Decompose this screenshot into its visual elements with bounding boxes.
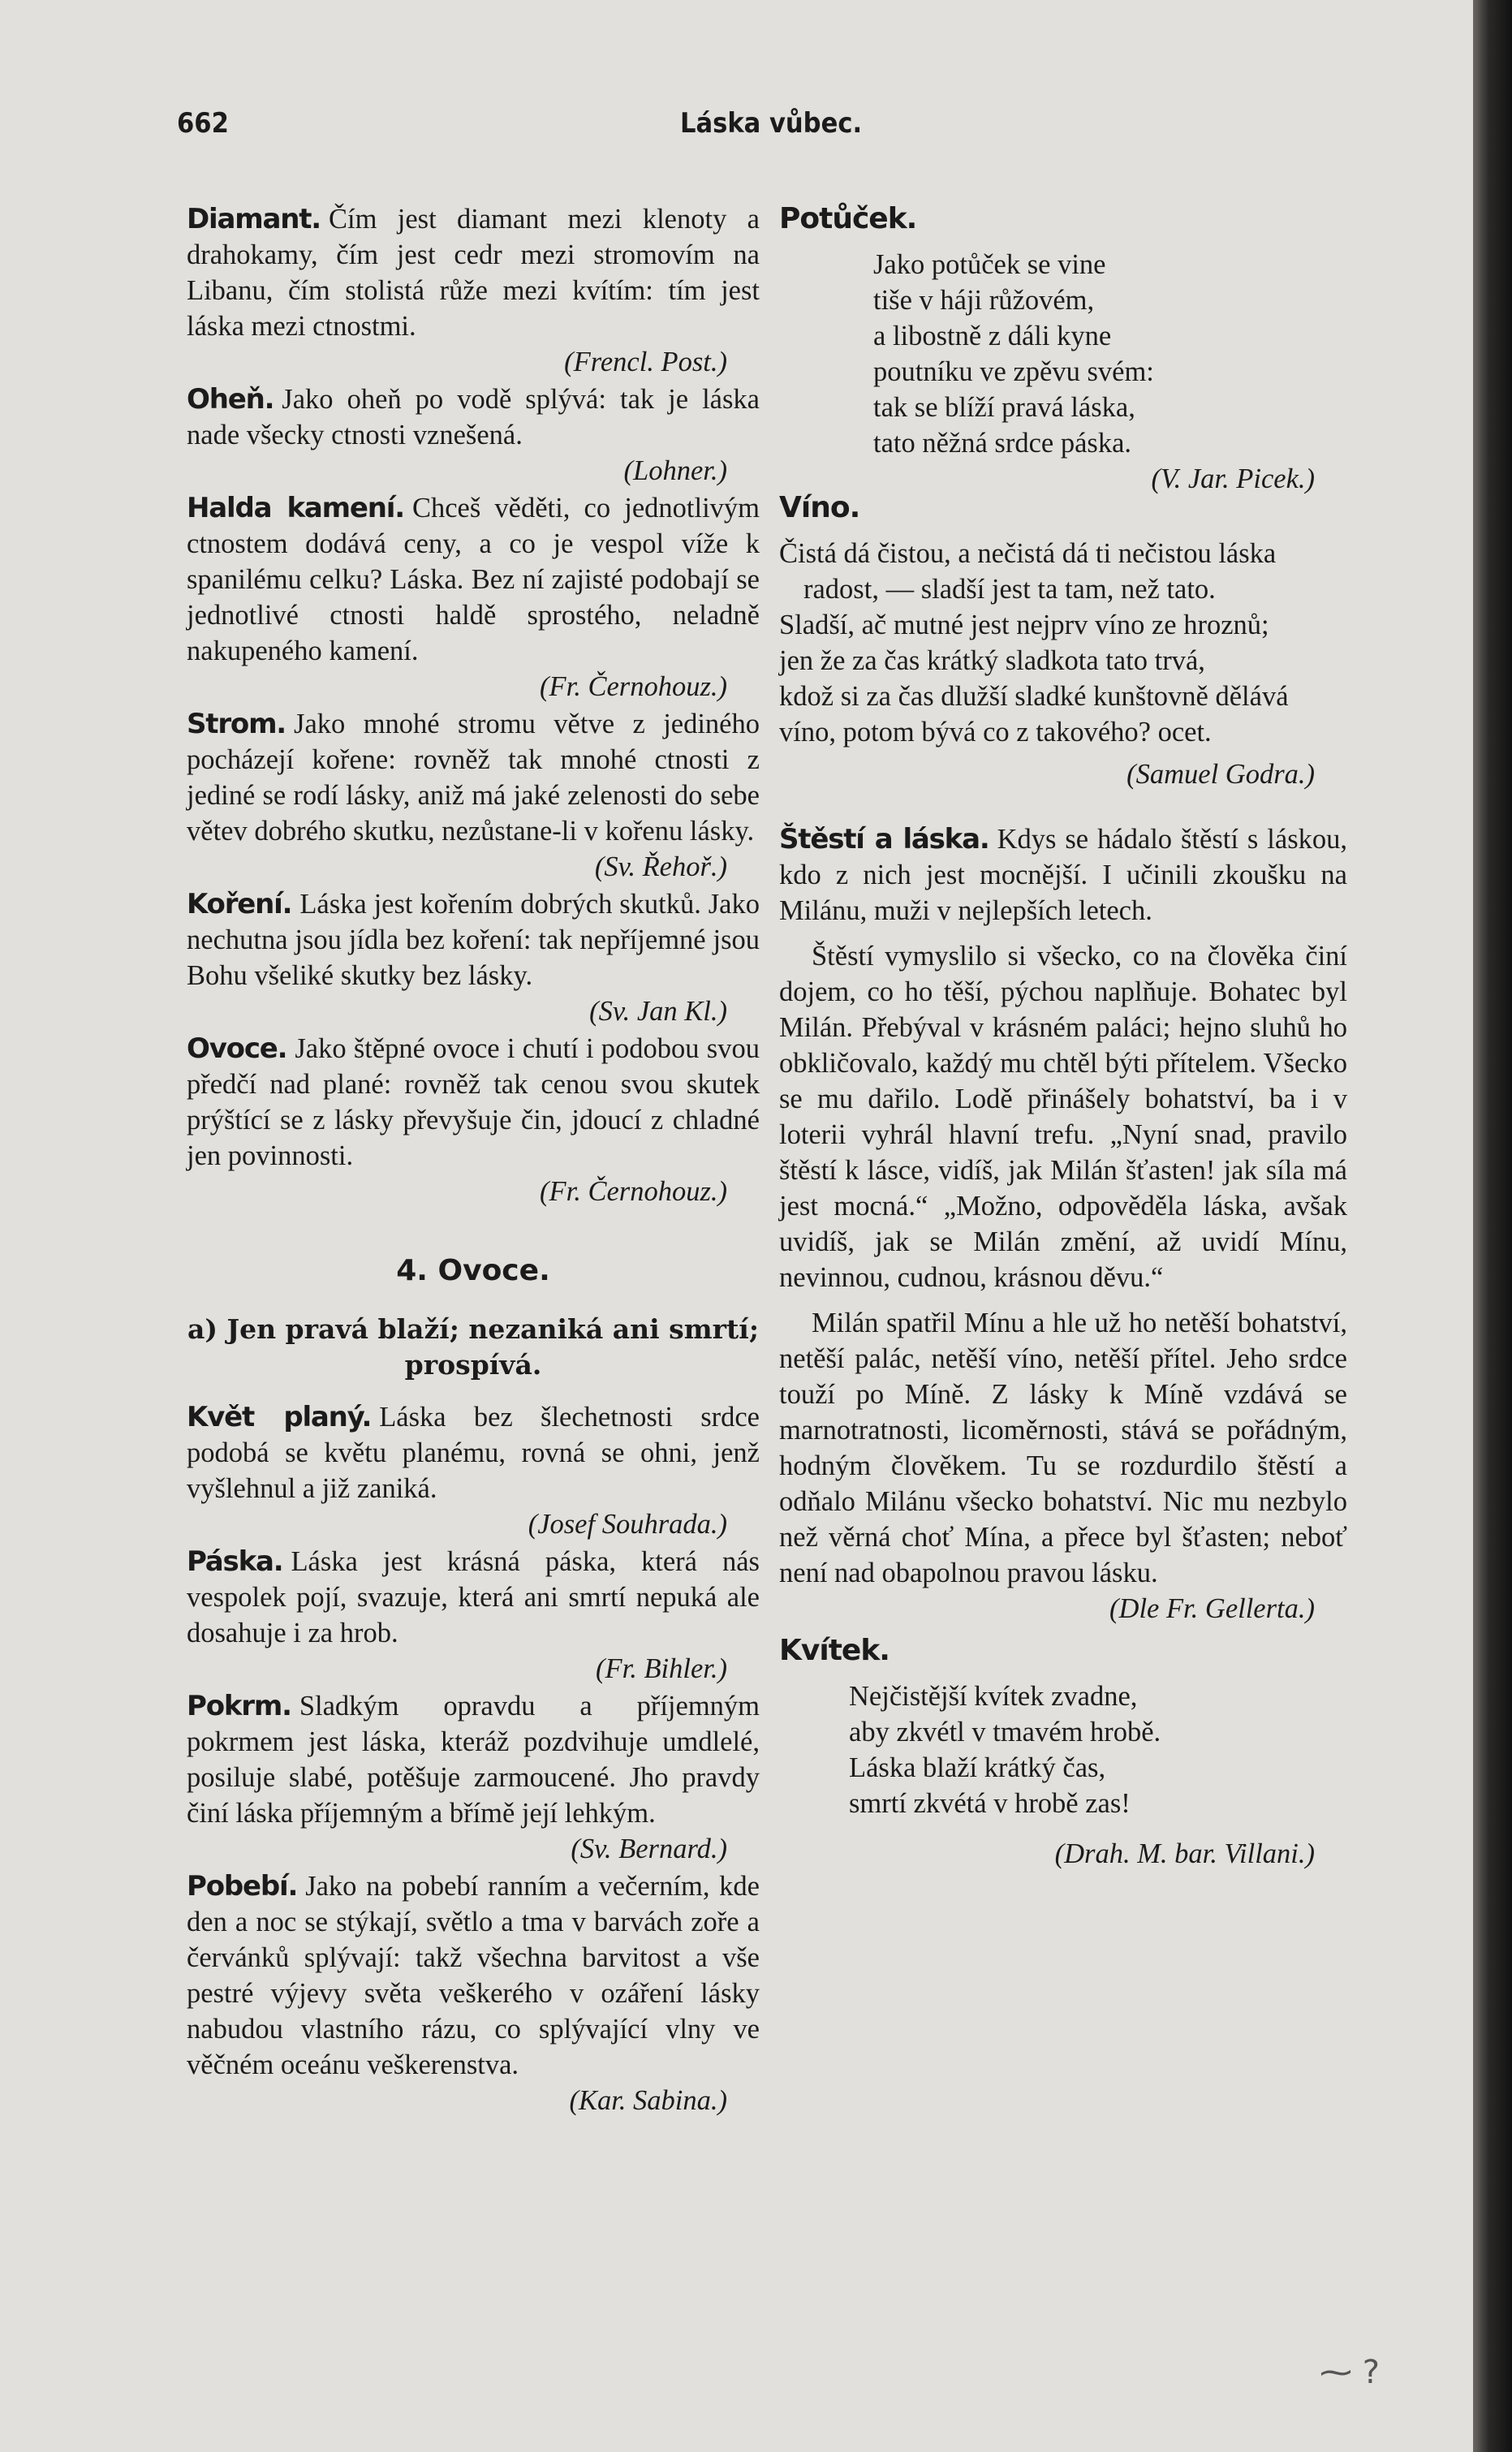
subsection-heading: a) Jen pravá blaží; nezaniká ani smrtí; prospívá. — [187, 1313, 760, 1381]
entry-entries_b — [187, 1399, 760, 1542]
poem-vino — [779, 536, 1347, 750]
entry-source: (Fr. Černohouz.) — [540, 671, 727, 702]
entry-text: Sladkým opravdu a příjemným pokrmem jest láska, kteráž pozdvihuje umdlelé, posiluje slabé, potěšuje zarmoucené. Jho pravdy činí láska příjemným a břímě její lehkým. — [187, 1691, 760, 1829]
entry-keyword: Pokrm. — [187, 1690, 291, 1722]
poem-line: Láska blaží krátký čas, — [849, 1752, 1106, 1783]
page-number: 662 — [177, 107, 229, 140]
entry-source: (Sv. Bernard.) — [571, 1834, 727, 1864]
entry-entries_a — [187, 1031, 760, 1209]
poem-title-vino: Víno. — [779, 491, 860, 524]
source-stesti: (Dle Fr. Gellerta.) — [1109, 1593, 1315, 1624]
entry-text: Čím jest diamant mezi klenoty a drahokamy, čím jest cedr mezi stromovím na Libanu, čím stolistá růže mezi kvítím: tím jest láska mezi ctnostmi. — [187, 204, 760, 342]
poem-line: Nejčistější kvítek zvadne, — [849, 1681, 1138, 1712]
poem-line: smrtí zkvétá v hrobě zas! — [849, 1788, 1131, 1819]
entry-text: Láska jest kořením dobrých skutků. Jako nechutna jsou jídla bez koření: tak nepříjemné jsou Bohu všeliké skutky bez lásky. — [187, 889, 760, 991]
poem-line: kdož si za čas dlužší sladké kunštovně dělává — [779, 681, 1289, 712]
poem-line: poutníku ve zpěvu svém: — [873, 356, 1154, 387]
paragraph-stesti-2: Štěstí vymyslilo si všecko, co na člověka činí dojem, co ho těší, pýchou naplňuje. Bohatec byl Milán. Přebýval v krásném paláci; hejno sluhů ho obkličovalo, každý mu chtěl býti přítelem. Všecko se mu dařilo. Lodě přinášely bohatství, ba i v loterii vyhrál hlavní trefu. „Nyní snad, pravilo štěstí k lásce, vidíš, jak Milán šťasten! jak síla má jest mocná.“ „Možno, odpověděla láska, avšak uvidíš, jak se Milán změní, až uvidí Mínu, nevinnou, cudnou, krásnou děvu.“ — [779, 941, 1347, 1293]
stray-mark: ⁓ ? — [1320, 2354, 1380, 2391]
source-potucek: (V. Jar. Picek.) — [1151, 463, 1315, 494]
keyword-stesti: Štěstí a láska. — [779, 823, 989, 855]
entry-keyword: Halda kamení. — [187, 492, 404, 524]
entry-entries_a — [187, 706, 760, 885]
entry-source: (Josef Souhrada.) — [528, 1509, 727, 1540]
entry-entries_a — [187, 886, 760, 1029]
poem-line: aby zkvétl v tmavém hrobě. — [849, 1717, 1161, 1747]
entry-text: Láska bez šlechetnosti srdce podobá se květu planému, rovná se ohni, jenž vyšlehnul a již zaniká. — [187, 1402, 760, 1504]
source-vino: (Samuel Godra.) — [1126, 759, 1315, 790]
entry-text: Chceš věděti, co jednotlivým ctnostem dodává ceny, a co je vespol víže k spanilému celku? Láska. Bez ní zajisté podobají se jednotlivé ctnosti haldě sprostého, neladně nakupeného kamení. — [187, 493, 760, 666]
entry-text: Jako na pobebí ranním a večerním, kde den a noc se stýkají, světlo a tma v barvách zoře a červánků splývají: takž všechna barvitost a vše pestré výjevy světa veškerého v ozáření lásky nabudou vlastního rázu, co splývající vlny ve věčném oceánu veškerenstva. — [187, 1871, 760, 2080]
paragraph-stesti-3: Milán spatřil Mínu a hle už ho netěší bohatství, netěší palác, netěší víno, netěší přítel. Jeho srdce touží po Míně. Z lásky k Míně vzdává se marnotratnosti, licoměrnosti, stává se pořádným, hodným člověkem. Tu se rozdurdilo štěstí a odňalo Milánu všecko bohatství. Nic mu nezbylo než věrná choť Mína, a přece byl šťasten; neboť není nad obapolnou pravou lásku. — [779, 1308, 1347, 1588]
left-column — [187, 201, 760, 2120]
entry-source: (Sv. Jan Kl.) — [589, 996, 727, 1027]
entry-keyword: Květ planý. — [187, 1401, 372, 1433]
entry-source: (Sv. Řehoř.) — [594, 851, 727, 882]
entry-source: (Frencl. Post.) — [564, 347, 727, 377]
entry-text: Jako oheň po vodě splývá: tak je láska nade všecky ctnosti vznešená. — [187, 384, 760, 450]
source-kvitek: (Drah. M. bar. Villani.) — [1054, 1838, 1315, 1869]
paragraph-stesti-1: Kdys se hádalo štěstí s láskou, kdo z nich jest mocnější. I učinili zkoušku na Milánu, muži v nejlepších letech. — [779, 824, 1347, 926]
entry-keyword: Strom. — [187, 708, 286, 740]
poem-title-kvitek: Kvítek. — [779, 1634, 890, 1667]
entry-entries_a — [187, 490, 760, 705]
entry-keyword: Ovoce. — [187, 1032, 287, 1065]
entry-entries_b — [187, 1868, 760, 2118]
poem-line: víno, potom bývá co z takového? ocet. — [779, 717, 1212, 748]
poem-line: Sladší, ač mutné jest nejprv víno ze hroznů; — [779, 610, 1269, 640]
poem-potucek — [779, 247, 1347, 461]
entry-entries_a — [187, 381, 760, 489]
poem-line: Jako potůček se vine — [873, 249, 1106, 280]
poem-line: jen že za čas krátký sladkota tato trvá, — [779, 645, 1205, 676]
poem-title-potucek: Potůček. — [779, 202, 917, 235]
entry-entries_b — [187, 1688, 760, 1867]
entry-keyword: Pobebí. — [187, 1870, 298, 1903]
right-column — [779, 201, 1347, 1872]
entry-keyword: Diamant. — [187, 203, 321, 235]
entries-a — [187, 201, 760, 1209]
entries-b — [187, 1399, 760, 2118]
entry-source: (Lohner.) — [623, 455, 727, 486]
poem-kvitek — [779, 1678, 1347, 1821]
section-heading: 4. Ovoce. — [396, 1254, 550, 1287]
entry-text: Jako mnohé stromu větve z jediného pocházejí kořene: rovněž tak mnohé ctnosti z jediné se rodí lásky, aniž má jaké zelenosti do sebe větev dobrého skutku, nezůstane-li v kořenu lásky. — [187, 709, 760, 847]
entry-entries_a — [187, 201, 760, 380]
poem-line: tato něžná srdce páska. — [873, 428, 1132, 459]
entry-keyword: Oheň. — [187, 383, 274, 416]
running-title: Láska vůbec. — [680, 107, 863, 140]
entry-text: Láska jest krásná páska, která nás vespolek pojí, svazuje, která ani smrtí nepuká ale dosahuje i za hrob. — [187, 1546, 760, 1648]
entry-source: (Fr. Černohouz.) — [540, 1176, 727, 1207]
poem-line: tiše v háji růžovém, — [873, 285, 1095, 316]
entry-source: (Kar. Sabina.) — [569, 2085, 727, 2116]
entry-source: (Fr. Bihler.) — [596, 1653, 727, 1684]
poem-line: tak se blíží pravá láska, — [873, 392, 1135, 423]
entry-stesti — [779, 821, 1347, 929]
entry-keyword: Koření. — [187, 888, 292, 920]
entry-text: Jako štěpné ovoce i chutí i podobou svou předčí nad plané: rovněž tak cenou svou skutek prýštící se z lásky převyšuje čin, jdoucí z chladné jen povinnosti. — [187, 1033, 760, 1171]
poem-line: a libostně z dáli kyne — [873, 321, 1112, 351]
scan-edge — [1473, 0, 1512, 2452]
poem-line: Čistá dá čistou, a nečistá dá ti nečistou láska radost, — sladší jest ta tam, než tato. — [779, 538, 1277, 605]
entry-entries_b — [187, 1544, 760, 1687]
entry-keyword: Páska. — [187, 1545, 283, 1578]
